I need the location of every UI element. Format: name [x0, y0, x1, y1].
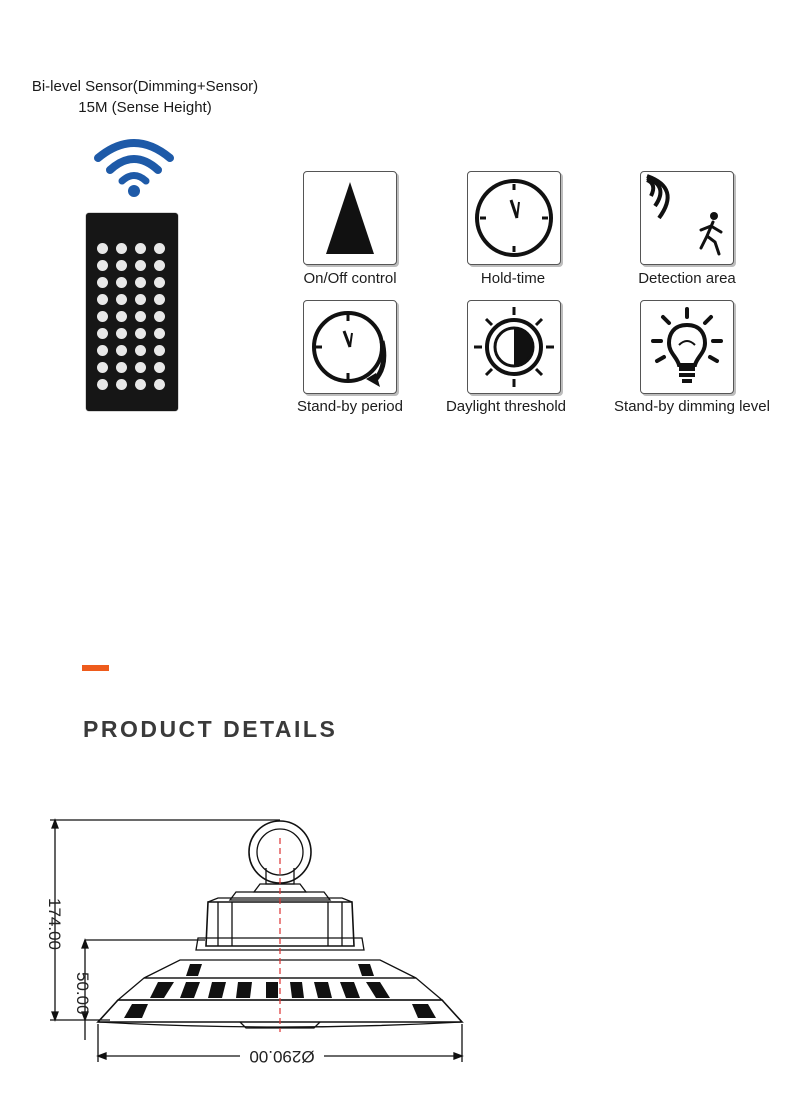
remote-button-graphic [97, 379, 108, 390]
feature-stand-by-dimming [640, 300, 734, 394]
remote-button-graphic [154, 260, 165, 271]
remote-button-graphic [116, 328, 127, 339]
remote-button-graphic [97, 243, 108, 254]
triangle-icon [303, 171, 397, 265]
dimension-total-height: 174.00 [45, 898, 64, 950]
remote-button-graphic [154, 328, 165, 339]
remote-button-graphic [154, 362, 165, 373]
remote-button-graphic [135, 362, 146, 373]
remote-button-graphic [135, 260, 146, 271]
feature-daylight-threshold [467, 300, 561, 394]
remote-button-graphic [97, 362, 108, 373]
product-dimension-drawing [40, 810, 480, 1080]
feature-stand-by-period [303, 300, 397, 394]
remote-button-graphic [97, 311, 108, 322]
remote-button-graphic [116, 345, 127, 356]
remote-control-image [86, 213, 178, 411]
sensor-title [0, 76, 290, 118]
feature-label-on-off: On/Off control [303, 270, 397, 287]
feature-label-stand-by-period: Stand-by period [297, 398, 403, 415]
remote-button-graphic [116, 379, 127, 390]
remote-button-graphic [97, 277, 108, 288]
feature-detection-area [640, 171, 734, 265]
sun-half-icon [467, 300, 561, 394]
remote-button-graphic [154, 277, 165, 288]
dimension-base-height: 50.00 [73, 972, 92, 1015]
feature-hold-time [467, 171, 561, 265]
sensor-title-line2: 15M (Sense Height) [78, 99, 212, 116]
remote-button-graphic [116, 294, 127, 305]
motion-detection-icon [640, 171, 734, 265]
remote-button-graphic [154, 243, 165, 254]
clock-arrow-icon [303, 300, 397, 394]
remote-button-graphic [97, 260, 108, 271]
remote-button-graphic [135, 277, 146, 288]
feature-label-daylight-threshold: Daylight threshold [445, 398, 567, 415]
feature-label-stand-by-dimming: Stand-by dimming level [614, 398, 770, 415]
remote-button-graphic [135, 294, 146, 305]
remote-button-graphic [116, 362, 127, 373]
remote-button-graphic [154, 294, 165, 305]
wifi-icon [92, 136, 176, 198]
remote-button-graphic [116, 243, 127, 254]
clock-icon [467, 171, 561, 265]
remote-button-graphic [135, 328, 146, 339]
remote-button-graphic [116, 277, 127, 288]
remote-button-graphic [97, 294, 108, 305]
lightbulb-icon [640, 300, 734, 394]
remote-button-graphic [97, 345, 108, 356]
section-accent-bar [82, 665, 109, 671]
remote-button-graphic [154, 379, 165, 390]
feature-on-off [303, 171, 397, 265]
remote-button-graphic [135, 345, 146, 356]
section-heading: PRODUCT DETAILS [83, 716, 338, 742]
remote-button-graphic [135, 379, 146, 390]
remote-button-graphic [97, 328, 108, 339]
remote-button-graphic [154, 345, 165, 356]
remote-button-graphic [135, 311, 146, 322]
remote-button-graphic [135, 243, 146, 254]
sensor-title-line1: Bi-level Sensor(Dimming+Sensor) [31, 78, 259, 95]
remote-button-graphic [154, 311, 165, 322]
feature-label-detection-area: Detection area [638, 270, 736, 287]
remote-button-graphic [116, 311, 127, 322]
dimension-diameter: Ø290.00 [249, 1047, 315, 1066]
remote-button-graphic [116, 260, 127, 271]
feature-label-hold-time: Hold-time [480, 270, 546, 287]
